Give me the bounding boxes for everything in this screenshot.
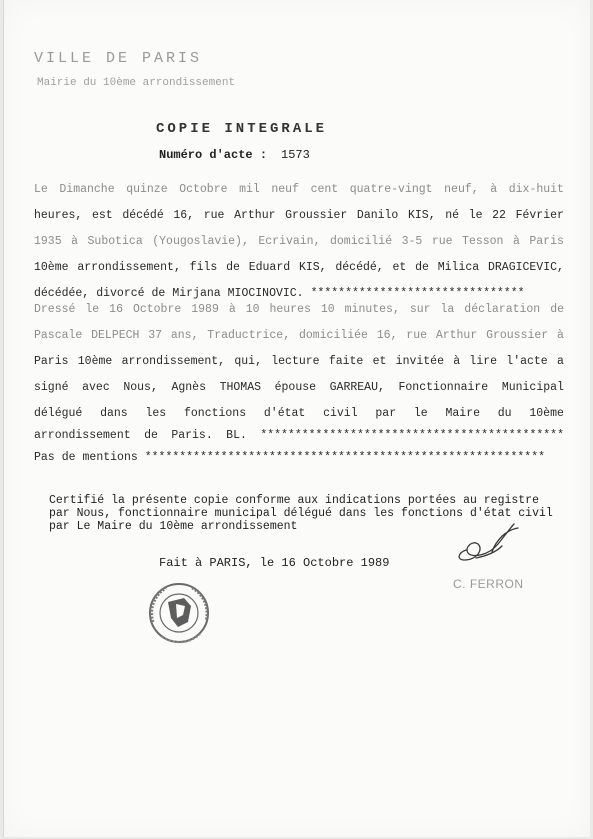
body-word: délégué (34, 407, 83, 420)
body-word: Groussier (486, 329, 549, 342)
body-word: dans (100, 407, 128, 420)
body-word: Ecrivain, (258, 235, 321, 248)
handwritten-signature (452, 520, 524, 566)
body-word: le (85, 303, 100, 316)
body-word: épouse (274, 381, 317, 394)
body-word: le (468, 209, 483, 222)
body-word: mentions (82, 451, 138, 464)
body-line (34, 451, 564, 464)
certification-line-2: par Nous, fonctionnaire municipal délégué dans les fonctions d'état civil (49, 507, 553, 520)
body-word: fonctions (183, 407, 247, 420)
body-word: 22 (492, 209, 506, 222)
body-word: 10 (320, 303, 335, 316)
body-line (34, 235, 564, 248)
body-word: Subotica (87, 235, 143, 248)
body-word: domicilié (329, 235, 393, 248)
body-word: sur (409, 303, 431, 316)
body-word: Le (34, 183, 48, 196)
body-word: à (512, 235, 520, 248)
body-word: à (228, 303, 236, 316)
body-word: d'état (263, 407, 306, 420)
body-word: 1989 (191, 303, 219, 316)
body-word: avec (82, 381, 110, 394)
body-word: la (440, 303, 455, 316)
body-word: né (445, 209, 460, 222)
body-word: de (151, 287, 166, 300)
body-word: DRAGICEVIC, (487, 261, 564, 274)
mairie-seal-stamp (144, 582, 214, 644)
body-word: Mirjana (172, 287, 221, 300)
body-word: Groussier (285, 209, 348, 222)
body-word: est (91, 209, 113, 222)
body-word: Arthur (435, 329, 478, 342)
body-word: cent (310, 183, 339, 196)
body-word: THOMAS (219, 381, 262, 394)
body-word: les (145, 407, 167, 420)
place-date-line: Fait à PARIS, le 16 Octobre 1989 (159, 556, 390, 570)
body-word: Arthur (234, 209, 276, 222)
body-word: Octobre (179, 183, 228, 196)
body-word: domiciliée (298, 329, 368, 342)
body-word: et (392, 261, 407, 274)
body-line (34, 183, 564, 196)
body-word: ans, (170, 329, 199, 342)
body-line (34, 209, 564, 222)
body-word: Tesson (462, 235, 504, 248)
body-line (34, 429, 564, 442)
body-word: GARREAU, (329, 381, 385, 394)
body-word: Dressé (34, 303, 76, 316)
body-line (34, 355, 564, 368)
body-word: par (375, 407, 397, 420)
body-word: KIS, (407, 209, 436, 222)
officer-name-stamp: C. FERRON (453, 577, 524, 591)
body-word: civil (323, 407, 358, 420)
body-word: Nous, (123, 381, 158, 394)
body-word: l'acte (506, 355, 548, 368)
acte-number-line (159, 148, 310, 162)
body-word: à (453, 355, 461, 368)
body-word: signé (34, 381, 69, 394)
body-word: rue (203, 209, 225, 222)
body-line (34, 261, 564, 274)
body-word: a (556, 355, 564, 368)
body-word: à (490, 183, 498, 196)
body-word: faite (328, 355, 364, 368)
document-page (3, 0, 590, 837)
body-word: quinze (126, 183, 168, 196)
body-word: minutes, (344, 303, 400, 316)
acte-number: 1573 (281, 148, 310, 162)
body-word: ********************************************************** (144, 451, 546, 464)
body-word: Paris. (171, 429, 213, 442)
body-word: Octobre (132, 303, 182, 316)
body-word: 16, (173, 209, 195, 222)
body-word: mil (239, 183, 260, 196)
body-word: Dimanche (59, 183, 115, 196)
body-word: Paris (34, 355, 69, 368)
body-word: divorcé (96, 287, 145, 300)
body-word: 10ème (529, 407, 564, 420)
body-word: 3-5 (401, 235, 423, 248)
body-word: lire (469, 355, 498, 368)
body-word: Paris (529, 235, 564, 248)
body-word: à (557, 329, 564, 342)
body-word: décédé, (335, 261, 384, 274)
body-word: 10ème (77, 355, 113, 368)
body-word: Municipal (501, 381, 564, 394)
body-line (34, 287, 564, 300)
body-word: déclaration (464, 303, 541, 316)
body-word: ******************************* (310, 287, 525, 300)
body-word: de (144, 429, 158, 442)
body-word: de (415, 261, 429, 274)
certification-line-3: par Le Maire du 10ème arrondissement (49, 520, 298, 533)
body-word: invitée (395, 355, 444, 368)
body-word: Pascale (34, 329, 83, 342)
body-word: KIS, (298, 261, 327, 274)
body-word: de (61, 451, 76, 464)
body-word: Milica (437, 261, 480, 274)
body-word: DELPECH (91, 329, 140, 342)
body-word: 10 (245, 303, 260, 316)
body-word: du (497, 407, 512, 420)
body-word: ******************************************** (260, 429, 564, 442)
body-word: Agnès (171, 381, 206, 394)
body-word: arrondissement, (77, 261, 181, 274)
body-line (34, 381, 564, 394)
body-word: arrondissement (34, 429, 131, 442)
body-word: Février (515, 209, 564, 222)
body-word: neuf (271, 183, 299, 196)
body-word: décédée, (34, 287, 90, 300)
body-word: neuf, (444, 183, 479, 196)
document-title: COPIE INTEGRALE (156, 121, 328, 137)
body-word: arrondissement, (121, 355, 226, 368)
body-word: Traductrice, (207, 329, 291, 342)
body-word: Maire (445, 407, 480, 420)
body-word: fils (189, 261, 218, 274)
city-header: VILLE DE PARIS (34, 50, 203, 67)
body-word: à (71, 235, 79, 248)
body-word: de (550, 303, 564, 316)
body-word: et (372, 355, 387, 368)
body-word: 37 (148, 329, 163, 342)
mairie-subheader: Mairie du 10ème arrondissement (37, 77, 236, 89)
body-word: qui, (234, 355, 262, 368)
body-word: 1935 (34, 235, 62, 248)
body-word: Fonctionnaire (398, 381, 489, 394)
body-word: MIOCINOVIC. (227, 287, 304, 300)
body-word: rue (431, 235, 453, 248)
body-word: décédé (122, 209, 164, 222)
body-word: dix-huit (508, 183, 564, 196)
body-word: le (413, 407, 428, 420)
body-word: Pas (34, 451, 55, 464)
body-word: de (226, 261, 240, 274)
body-word: 16, (376, 329, 398, 342)
body-word: (Yougoslavie), (152, 235, 249, 248)
body-word: Eduard (248, 261, 291, 274)
body-line (34, 329, 564, 342)
body-word: rue (406, 329, 428, 342)
body-word: Danilo (356, 209, 399, 222)
body-word: lecture (271, 355, 320, 368)
body-line (34, 407, 564, 420)
body-word: 16 (109, 303, 123, 316)
body-word: BL. (226, 429, 247, 442)
acte-label: Numéro d'acte : (159, 148, 268, 162)
certification-line-1: Certifié la présente copie conforme aux indications portées au registre (49, 494, 539, 507)
body-word: 10ème (34, 261, 69, 274)
body-word: heures (269, 303, 311, 316)
body-line (34, 303, 564, 316)
body-word: quatre-vingt (349, 183, 433, 196)
body-word: heures, (34, 209, 83, 222)
